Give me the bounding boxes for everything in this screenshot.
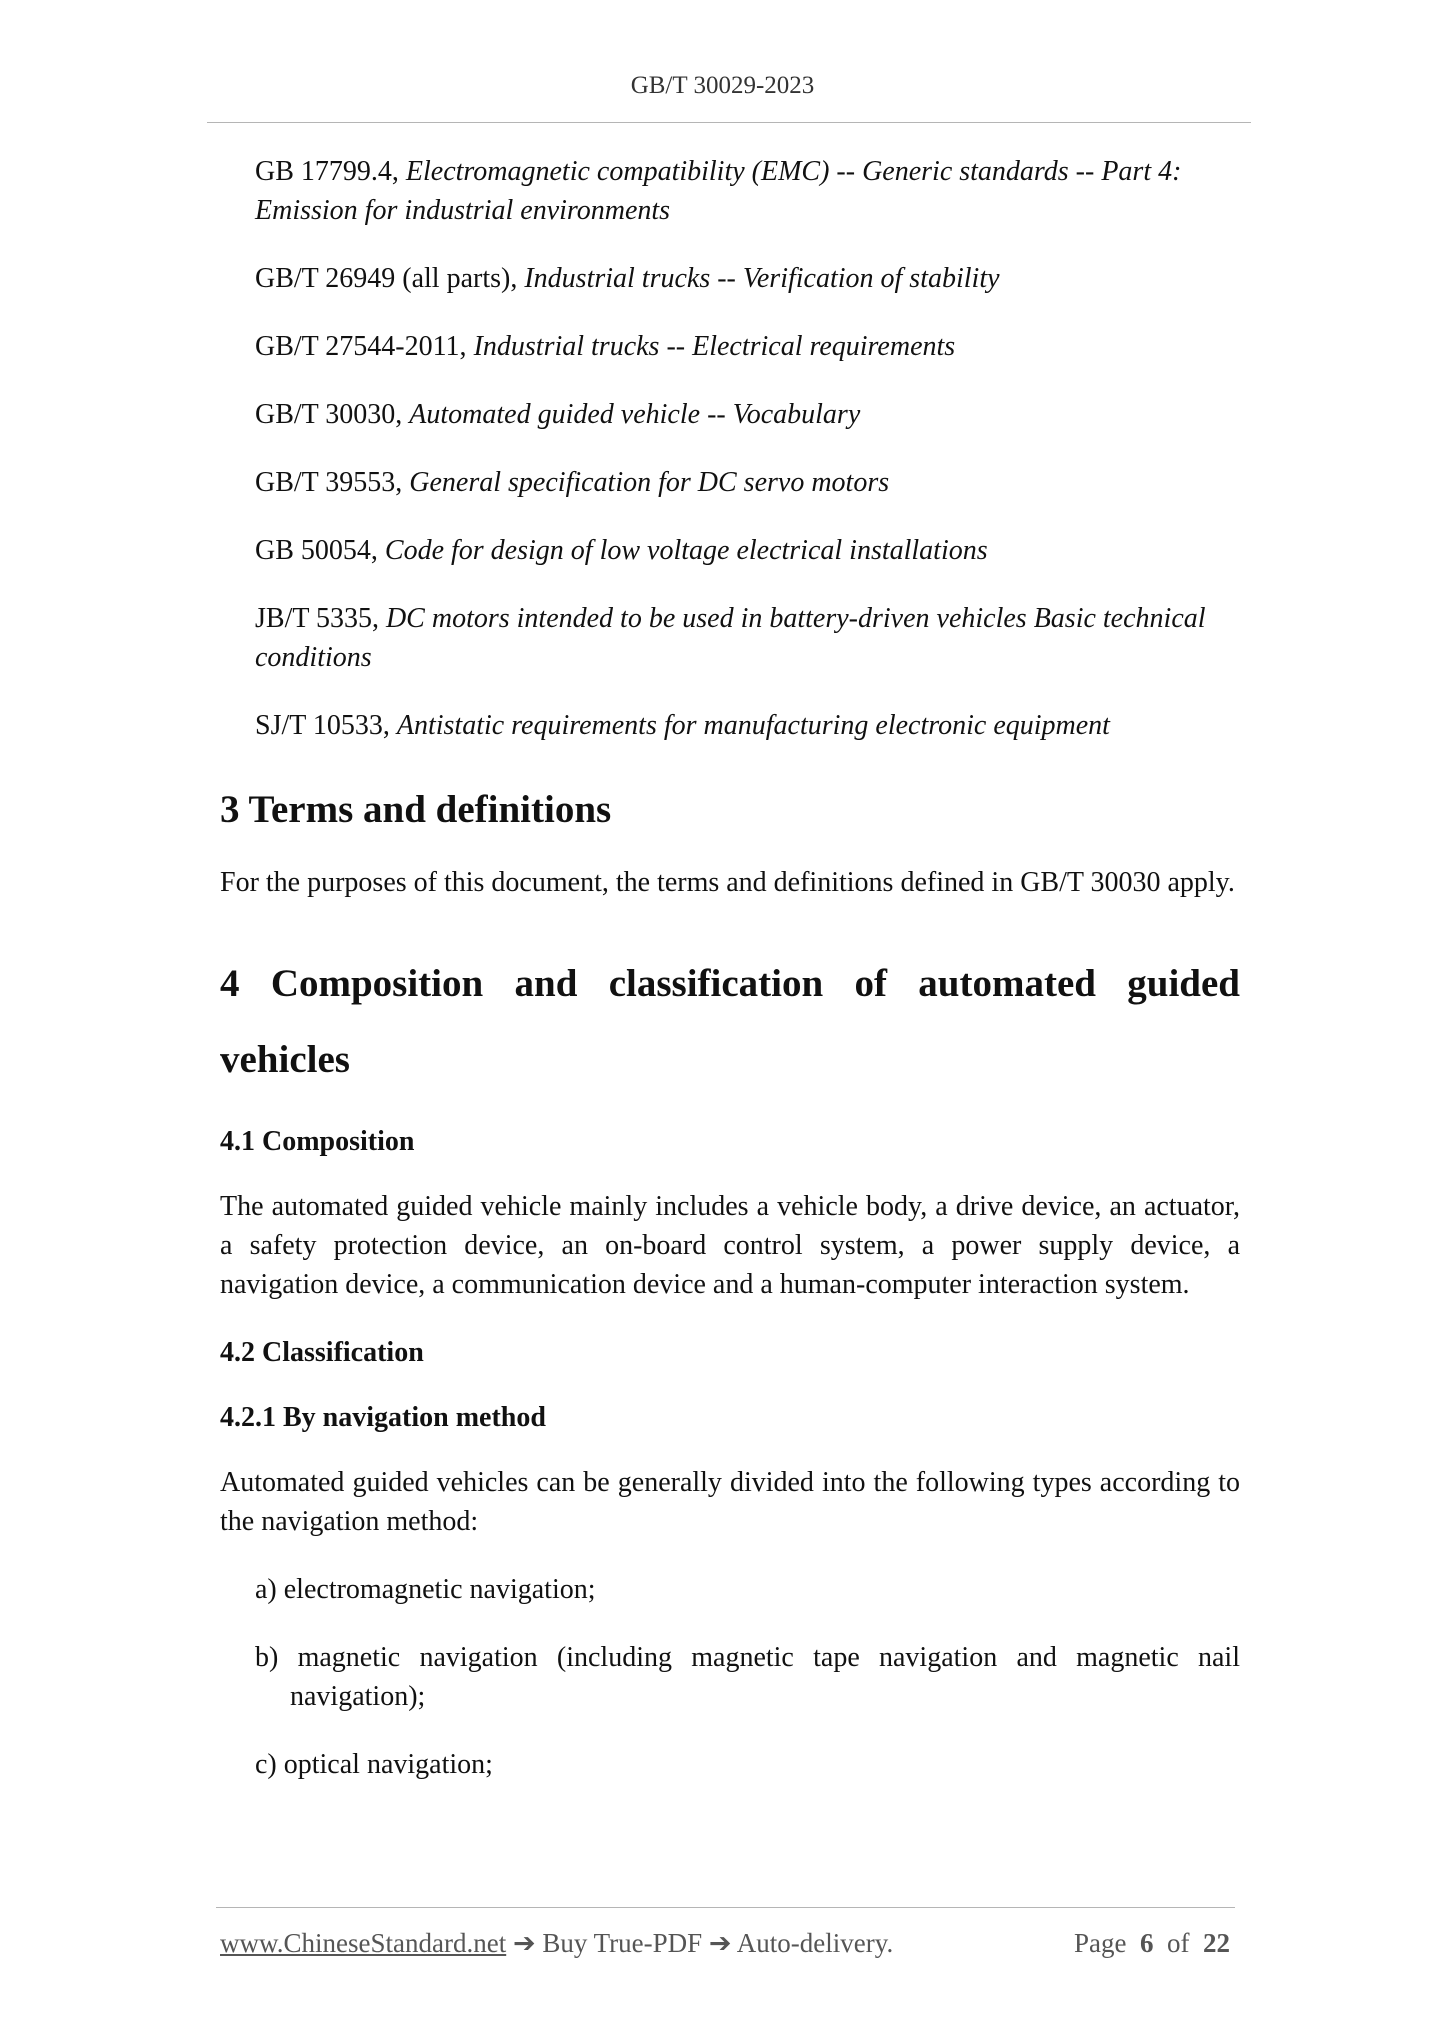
subsection-4-2-1-text: Automated guided vehicles can be generally divided into the following types according to the navigation method:	[220, 1467, 1240, 1537]
reference-item	[220, 152, 1240, 230]
reference-code: GB 17799.4,	[255, 156, 399, 187]
reference-title: General specification for DC servo motors	[409, 467, 890, 498]
subsection-4-2-heading: 4.2 Classification	[220, 1337, 424, 1368]
reference-title: DC motors intended to be used in battery-driven vehicles Basic technical conditions	[255, 603, 1206, 673]
subsection-4-2-1-heading: 4.2.1 By navigation method	[220, 1402, 546, 1433]
section-3-heading: 3 Terms and definitions	[220, 788, 612, 831]
list-item: b) magnetic navigation (including magnetic tape navigation and magnetic nail navigation);	[255, 1642, 1240, 1712]
reference-title: Antistatic requirements for manufacturing electronic equipment	[396, 710, 1110, 741]
list-item: a) electromagnetic navigation;	[255, 1574, 596, 1605]
section-3-text: For the purposes of this document, the terms and definitions defined in GB/T 30030 apply.	[220, 867, 1235, 898]
list-item: c) optical navigation;	[255, 1749, 493, 1780]
reference-title: Industrial trucks -- Verification of stability	[524, 263, 1000, 294]
reference-title: Automated guided vehicle -- Vocabulary	[409, 399, 861, 430]
page-number	[1074, 1928, 1230, 1959]
footer-divider	[216, 1907, 1235, 1908]
section-4-heading-line2: vehicles	[220, 1038, 350, 1081]
reference-code: GB 50054,	[255, 535, 378, 566]
page-footer	[220, 1928, 1230, 1959]
reference-code: JB/T 5335,	[255, 603, 379, 634]
reference-title: Code for design of low voltage electrical installations	[384, 535, 988, 566]
reference-item	[220, 531, 1240, 570]
footer-promo-text: ➔ Buy True-PDF ➔ Auto-delivery.	[506, 1928, 894, 1958]
reference-item	[220, 259, 1240, 298]
reference-title: Electromagnetic compatibility (EMC) -- Generic standards -- Part 4: Emission for industrial environments	[255, 156, 1182, 226]
reference-item	[220, 463, 1240, 502]
reference-code: GB/T 27544-2011,	[255, 331, 467, 362]
reference-item	[220, 327, 1240, 366]
reference-code: GB/T 39553,	[255, 467, 403, 498]
section-4-heading-line1: 4 Composition and classification of automated guided	[220, 962, 1240, 1005]
reference-code: GB/T 30030,	[255, 399, 403, 430]
reference-title: Industrial trucks -- Electrical requirements	[473, 331, 956, 362]
footer-promo	[220, 1928, 893, 1958]
of-label: of	[1167, 1928, 1190, 1958]
running-header: GB/T 30029-2023	[630, 72, 815, 99]
total-pages: 22	[1203, 1928, 1230, 1958]
section-4-heading	[220, 946, 1240, 1098]
page-content	[220, 152, 1240, 1813]
reference-item	[220, 395, 1240, 434]
page-label: Page	[1074, 1928, 1127, 1958]
header-divider	[207, 122, 1251, 123]
current-page: 6	[1140, 1928, 1154, 1958]
reference-code: SJ/T 10533,	[255, 710, 390, 741]
reference-item	[220, 599, 1240, 677]
subsection-4-1-heading: 4.1 Composition	[220, 1126, 415, 1157]
reference-item	[220, 706, 1240, 745]
subsection-4-1-text: The automated guided vehicle mainly includes a vehicle body, a drive device, an actuator, a safety protection device, an on-board control system, a power supply device, a navigation device, a communication device and a human-computer interaction system.	[220, 1191, 1240, 1300]
site-link[interactable]: www.ChineseStandard.net	[220, 1928, 507, 1958]
reference-code: GB/T 26949 (all parts),	[255, 263, 518, 294]
